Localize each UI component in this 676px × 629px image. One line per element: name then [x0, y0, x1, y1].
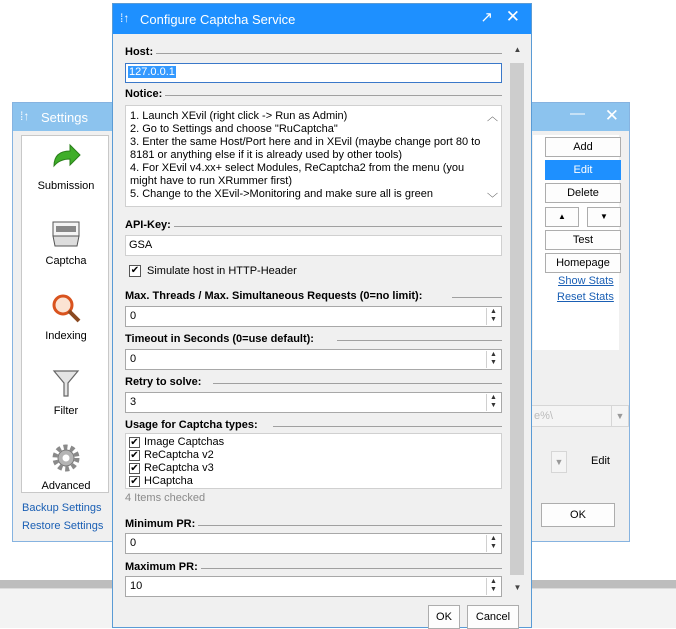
- image-captchas-checkbox[interactable]: ✔: [130, 437, 139, 448]
- add-button[interactable]: Add: [545, 137, 621, 157]
- pin-icon: ⁞↑: [120, 11, 130, 25]
- sidebar-item-label: Submission: [37, 180, 95, 192]
- spin-down-icon[interactable]: ▼: [490, 586, 497, 593]
- spinner-arrows: [486, 394, 500, 411]
- reset-stats-link[interactable]: Reset Stats: [557, 291, 614, 303]
- retry-value: 3: [130, 396, 137, 408]
- api-key-label: API-Key:: [125, 219, 174, 231]
- configure-captcha-dialog: [112, 3, 532, 628]
- settings-ok-button[interactable]: OK: [541, 503, 615, 527]
- dialog-scrollbar[interactable]: [509, 43, 526, 597]
- funnel-icon: [50, 367, 82, 399]
- timeout-label: Timeout in Seconds (0=use default):: [125, 333, 317, 345]
- usage-label: Usage for Captcha types:: [125, 419, 261, 431]
- spinner-arrows: [486, 351, 500, 368]
- minimize-icon[interactable]: —: [570, 105, 585, 122]
- list-item-label: ReCaptcha v2: [144, 449, 214, 461]
- spin-up-icon[interactable]: ▲: [490, 351, 497, 358]
- min-pr-label: Minimum PR:: [125, 518, 198, 530]
- dialog-title: Configure Captcha Service: [140, 12, 296, 27]
- spin-down-icon[interactable]: ▼: [490, 316, 497, 323]
- spin-up-icon[interactable]: ▲: [490, 535, 497, 542]
- section-divider: [125, 53, 502, 54]
- sidebar-item-submission[interactable]: [22, 136, 110, 211]
- notice-line: 4. For XEvil v4.xx+ select Modules, ReCaptcha2 from the menu (you might have to run XRummer first): [130, 162, 465, 187]
- min-pr-spinner[interactable]: [125, 533, 502, 554]
- settings-combo[interactable]: e%\: [531, 405, 615, 427]
- max-threads-value: 0: [130, 310, 137, 322]
- notice-line: 2. Go to Settings and choose "RuCaptcha": [130, 123, 338, 135]
- spin-up-icon[interactable]: ▲: [490, 394, 497, 401]
- sidebar-item-label: Filter: [53, 405, 79, 417]
- section-divider: [125, 226, 502, 227]
- list-item-label: Image Captchas: [144, 436, 225, 448]
- section-divider: [195, 525, 502, 526]
- hcaptcha-checkbox[interactable]: ✔: [130, 476, 139, 487]
- notice-list: [130, 110, 485, 201]
- api-key-input[interactable]: GSA: [125, 235, 502, 256]
- settings-sidebar: [21, 135, 109, 493]
- simulate-host-label: Simulate host in HTTP-Header: [147, 265, 297, 277]
- sidebar-item-label: Captcha: [45, 255, 87, 267]
- recaptcha-v3-checkbox[interactable]: ✔: [130, 463, 139, 474]
- sidebar-item-label: Advanced: [41, 480, 91, 492]
- host-value: 127.0.0.1: [129, 66, 175, 78]
- spin-down-icon[interactable]: ▼: [490, 359, 497, 366]
- scroll-up-icon[interactable]: ▲: [513, 45, 522, 54]
- sidebar-item-indexing[interactable]: [22, 286, 110, 361]
- close-icon[interactable]: ✕: [505, 7, 520, 26]
- move-up-button[interactable]: ▲: [545, 207, 579, 227]
- pin-icon: ⁞↑: [20, 109, 30, 123]
- restore-settings-link[interactable]: Restore Settings: [22, 520, 104, 532]
- spinner-arrows: [486, 578, 500, 595]
- settings-title: Settings: [41, 110, 88, 125]
- section-divider: [213, 383, 502, 384]
- spin-up-icon[interactable]: ▲: [490, 578, 497, 585]
- dialog-titlebar[interactable]: [113, 4, 531, 34]
- spin-up-icon[interactable]: ▲: [490, 308, 497, 315]
- spin-down-icon[interactable]: ▼: [490, 543, 497, 550]
- dialog-content: [113, 34, 509, 600]
- max-pr-spinner[interactable]: [125, 576, 502, 597]
- max-threads-spinner[interactable]: [125, 306, 502, 327]
- chevron-up-icon[interactable]: ︿: [487, 111, 498, 123]
- min-pr-value: 0: [130, 537, 137, 549]
- host-label: Host:: [125, 46, 156, 58]
- scrollbar-thumb[interactable]: [510, 63, 524, 575]
- retry-spinner[interactable]: [125, 392, 502, 413]
- notice-line: 3. Enter the same Host/Port here and in XEvil (maybe change port 80 to 8181 or anything else if it is already used by other tools): [130, 136, 481, 161]
- list-item-label: HCaptcha: [144, 475, 193, 487]
- cancel-button[interactable]: Cancel: [467, 605, 519, 629]
- ok-button[interactable]: OK: [428, 605, 460, 629]
- section-divider: [337, 340, 502, 341]
- chevron-down-icon[interactable]: ▼: [551, 451, 567, 473]
- notice-line: 1. Launch XEvil (right click -> Run as Admin): [130, 110, 348, 122]
- spinner-arrows: [486, 308, 500, 325]
- section-divider: [452, 297, 502, 298]
- notice-line: 5. Change to the XEvil->Monitoring and make sure all is green: [130, 188, 433, 200]
- items-checked-count: 4 Items checked: [125, 492, 206, 504]
- chevron-down-icon[interactable]: ▼: [611, 405, 629, 427]
- sidebar-item-advanced[interactable]: [22, 436, 110, 511]
- recaptcha-v2-checkbox[interactable]: ✔: [130, 450, 139, 461]
- notice-textarea[interactable]: [125, 105, 502, 207]
- spin-down-icon[interactable]: ▼: [490, 402, 497, 409]
- maximize-icon[interactable]: ↗: [480, 9, 493, 26]
- homepage-button[interactable]: Homepage: [545, 253, 621, 273]
- green-arrow-icon: [50, 142, 82, 174]
- edit-button[interactable]: Edit: [545, 160, 621, 180]
- sidebar-item-label: Indexing: [45, 330, 87, 342]
- simulate-host-checkbox[interactable]: ✔: [130, 265, 140, 276]
- scroll-down-icon[interactable]: ▼: [513, 583, 522, 592]
- host-input[interactable]: [125, 63, 502, 83]
- max-pr-value: 10: [130, 580, 143, 592]
- timeout-spinner[interactable]: [125, 349, 502, 370]
- spinner-arrows: [486, 535, 500, 552]
- settings-edit-label[interactable]: Edit: [591, 455, 610, 467]
- retry-label: Retry to solve:: [125, 376, 204, 388]
- section-divider: [125, 95, 502, 96]
- list-item-label: ReCaptcha v3: [144, 462, 214, 474]
- backup-settings-link[interactable]: Backup Settings: [22, 502, 102, 514]
- magnifier-icon: [50, 292, 82, 324]
- test-button[interactable]: Test: [545, 230, 621, 250]
- captcha-types-list: [125, 433, 502, 489]
- section-divider: [199, 568, 502, 569]
- close-icon[interactable]: ✕: [604, 106, 619, 125]
- timeout-value: 0: [130, 353, 137, 365]
- move-down-button[interactable]: ▼: [587, 207, 621, 227]
- chevron-down-icon[interactable]: ﹀: [487, 193, 498, 205]
- delete-button[interactable]: Delete: [545, 183, 621, 203]
- captcha-icon: [50, 217, 82, 249]
- sidebar-item-captcha[interactable]: [22, 211, 110, 286]
- max-pr-label: Maximum PR:: [125, 561, 201, 573]
- section-divider: [273, 426, 502, 427]
- sidebar-item-filter[interactable]: [22, 361, 110, 436]
- gear-icon: [50, 442, 82, 474]
- notice-label: Notice:: [125, 88, 165, 100]
- show-stats-link[interactable]: Show Stats: [558, 275, 614, 287]
- max-threads-label: Max. Threads / Max. Simultaneous Requests (0=no limit):: [125, 290, 425, 302]
